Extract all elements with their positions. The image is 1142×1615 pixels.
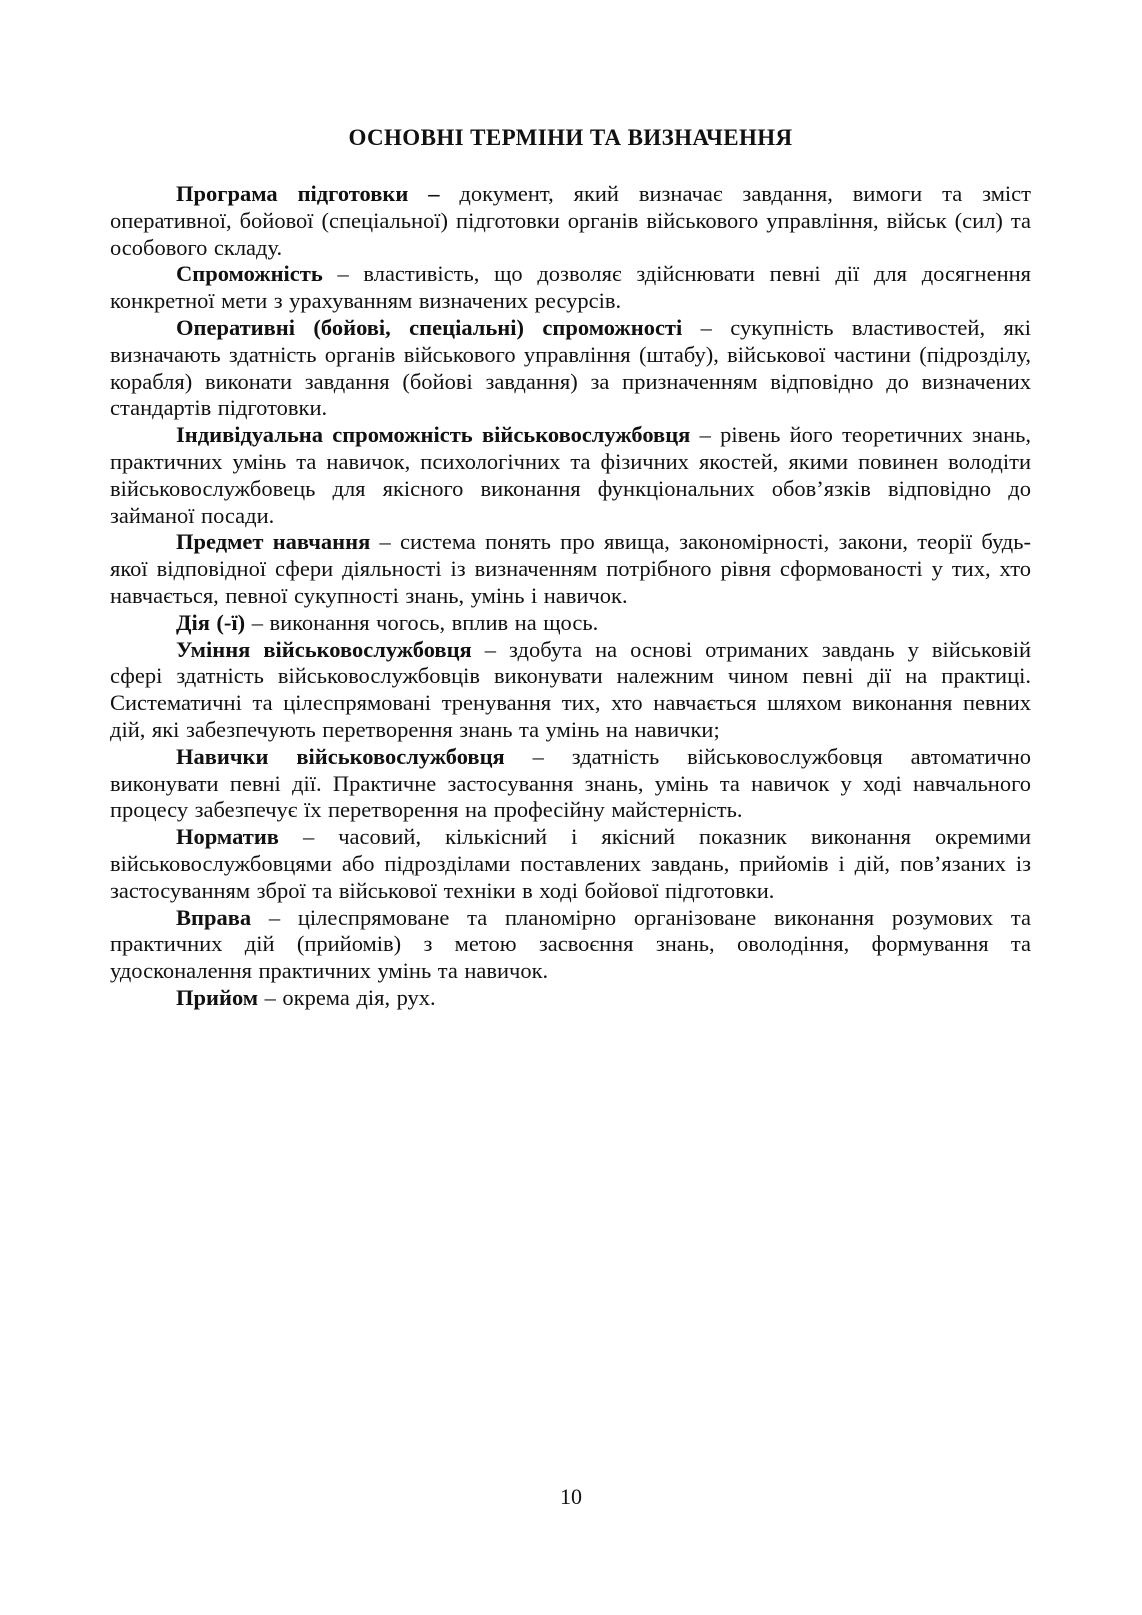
term-label: Навички військовослужбовця (176, 743, 505, 769)
paragraph-normatyv (110, 824, 1031, 904)
term-definition: – рівень його теоретичних знань, практичних умінь та навичок, психологічних та фізичних якостей, якими повинен володіти військовослужбовець для якісного виконання функціональних обов’язків відповідно до займаної посади. (110, 422, 1031, 528)
term-definition: – окрема дія, рух. (258, 984, 436, 1010)
paragraph-pryiom (110, 985, 1031, 1012)
term-label: Оперативні (бойові, спеціальні) спроможності (176, 314, 683, 340)
term-label: Предмет навчання (176, 529, 371, 555)
term-definition: – властивість, що дозволяє здійснювати певні дії для досягнення конкретної мети з урахуванням визначених ресурсів. (110, 261, 1031, 314)
term-label: Уміння військовослужбовця (176, 636, 472, 662)
term-label: Вправа (176, 904, 252, 930)
term-definition: – виконання чогось, вплив на щось. (245, 609, 599, 635)
term-label: Індивідуальна спроможність військовослужбовця (176, 422, 691, 448)
page-title: ОСНОВНІ ТЕРМІНИ ТА ВИЗНАЧЕННЯ (348, 125, 793, 150)
term-definition: – здобута на основі отриманих завдань у військовій сфері здатність військовослужбовців виконувати належним чином певні дії на практиці. Систематичні та цілеспрямовані тренування тих, хто навчається шляхом виконання певних дій, які забезпечують перетворення знань та умінь на навички; (110, 636, 1031, 742)
paragraph-uminnia (110, 637, 1031, 744)
document-page (110, 124, 1031, 1012)
paragraph-prohrama-pidhotovky (110, 181, 1031, 261)
term-definition: – сукупність властивостей, які визначають здатність органів військового управління (штабу), військової частини (підрозділу, корабля) виконати завдання (бойові завдання) за призначенням відповідно до визначених стандартів підготовки. (110, 314, 1031, 421)
term-definition: – здатність військовослужбовця автоматично виконувати певні дії. Практичне застосування знань, умінь та навичок у ході навчального процесу забезпечує їх перетворення на професійну майстерність. (110, 743, 1031, 823)
paragraph-spromozhnist (110, 261, 1031, 315)
paragraph-navychky (110, 744, 1031, 824)
paragraph-predmet-navchannia (110, 529, 1031, 609)
term-label: Дія (-ї) (176, 609, 246, 635)
term-label: Норматив (176, 824, 279, 850)
term-label: Прийом (176, 984, 259, 1010)
term-definition: – система понять про явища, закономірності, закони, теорії будь-якої відповідної сфери діяльності із визначенням потрібного рівня сформованості у тих, хто навчається, певної сукупності знань, умінь і навичок. (110, 529, 1031, 608)
page-number: 10 (560, 1484, 582, 1509)
term-definition: – часовий, кількісний і якісний показник виконання окремими військовослужбовцями або підрозділами поставлених завдань, прийомів і дій, пов’язаних із застосуванням зброї та військової техніки в ході бойової підготовки. (110, 824, 1031, 903)
term-definition: – цілеспрямоване та планомірно організоване виконання розумових та практичних дій (прийомів) з метою засвоєння знань, оволодіння, формування та удосконалення практичних умінь та навичок. (110, 904, 1031, 984)
term-label: Спроможність (176, 261, 323, 287)
term-definition: документ, який визначає завдання, вимоги та зміст оперативної, бойової (спеціальної) підготовки органів військового управління, військ (сил) та особового складу. (110, 181, 1032, 260)
paragraph-indyvidualna-spromozhnist (110, 422, 1031, 529)
paragraph-vprava (110, 905, 1031, 985)
paragraph-operatyvni-spromozhnosti (110, 315, 1031, 422)
term-label: Програма підготовки – (176, 181, 440, 206)
paragraph-diia (110, 610, 1031, 637)
